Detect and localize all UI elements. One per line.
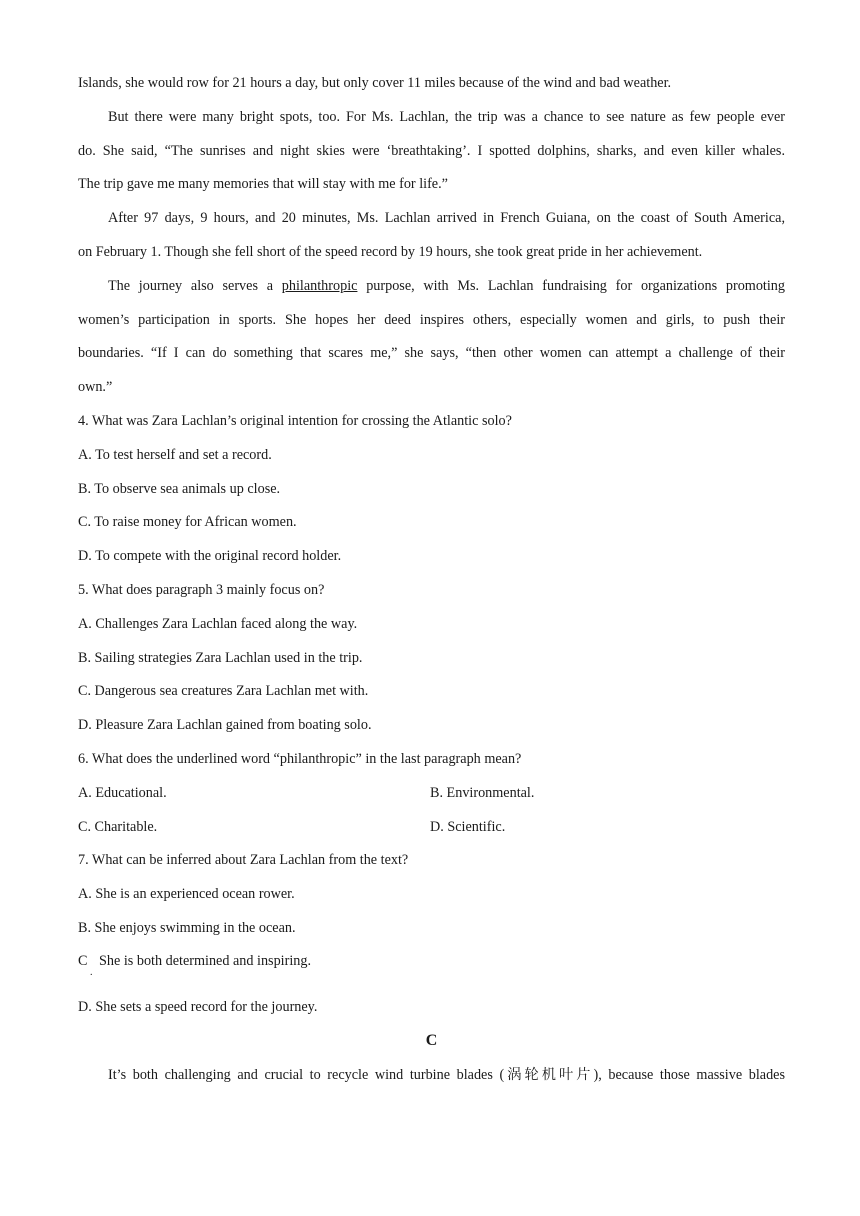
passage-line: But there were many bright spots, too. For Ms. Lachlan, the trip was a chance to see nature as few people ever [108,109,785,125]
option-dot: . [90,967,93,978]
passage-line: Islands, she would row for 21 hours a day, but only cover 11 miles because of the wind and bad weather. [78,75,672,91]
answer-option: D. To compete with the original record holder. [78,548,342,564]
passage-line-with-underline [78,276,785,296]
text-span: The journey also serves a [108,278,282,294]
answer-option: B. To observe sea animals up close. [78,481,281,497]
question-stem: 5. What does paragraph 3 mainly focus on? [78,582,325,598]
passage-line: boundaries. “If I can do something that scares me,” she says, “then other women can attempt a challenge of their [78,345,785,361]
section-heading: C [425,1032,438,1049]
passage-line: women’s participation in sports. She hopes her deed inspires others, especially women and girls, to push their [78,312,785,328]
answer-option: D. She sets a speed record for the journey. [78,999,318,1015]
answer-row [78,783,785,803]
passage-line: do. She said, “The sunrises and night skies were ‘breathtaking’. I spotted dolphins, sharks, and even killer whales. [78,143,785,159]
answer-option: A. Educational. [78,785,167,801]
answer-option: C. Dangerous sea creatures Zara Lachlan met with. [78,683,369,699]
passage-line: It’s both challenging and crucial to recycle wind turbine blades (涡轮机叶片), because those massive blades [108,1067,785,1083]
answer-option: C. Charitable. [78,819,158,835]
answer-option: B. She enjoys swimming in the ocean. [78,920,296,936]
question-stem: 4. What was Zara Lachlan’s original intention for crossing the Atlantic solo? [78,413,512,429]
option-text: She is both determined and inspiring. [99,953,312,969]
answer-row [78,817,785,837]
text-span: purpose, with Ms. Lachlan fundraising for organizations promoting [357,278,785,294]
question-stem: 7. What can be inferred about Zara Lachlan from the text? [78,852,409,868]
option-letter: C [78,953,88,969]
answer-option [78,951,785,978]
underlined-word: philanthropic [281,278,358,294]
answer-option: A. To test herself and set a record. [78,447,272,463]
answer-option: A. She is an experienced ocean rower. [78,886,295,902]
passage-line: own.” [78,379,113,395]
question-stem: 6. What does the underlined word “philanthropic” in the last paragraph mean? [78,751,522,767]
answer-option: C. To raise money for African women. [78,514,297,530]
passage-line: After 97 days, 9 hours, and 20 minutes, Ms. Lachlan arrived in French Guiana, on the coast of South America, [108,210,785,226]
answer-option: B. Sailing strategies Zara Lachlan used in the trip. [78,650,363,666]
answer-option: B. Environmental. [430,785,535,801]
passage-line: on February 1. Though she fell short of the speed record by 19 hours, she took great pride in her achievement. [78,244,703,260]
answer-option: D. Scientific. [430,819,506,835]
passage-line: The trip gave me many memories that will stay with me for life.” [78,176,448,192]
answer-option: A. Challenges Zara Lachlan faced along the way. [78,616,358,632]
answer-option: D. Pleasure Zara Lachlan gained from boating solo. [78,717,372,733]
